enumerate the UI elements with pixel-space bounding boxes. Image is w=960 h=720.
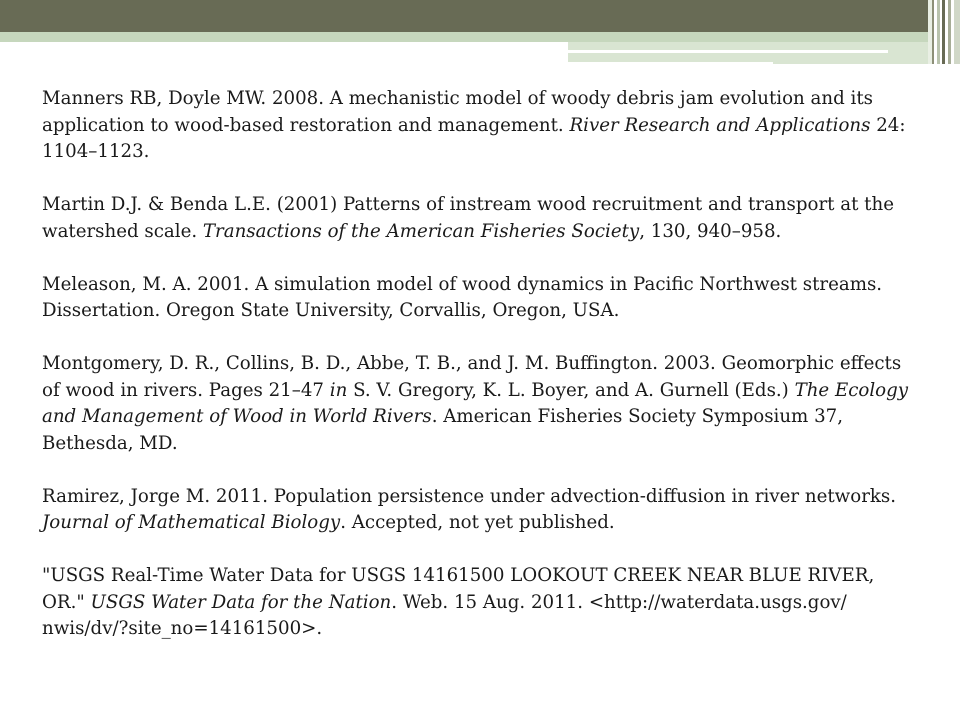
header-band-dark (0, 0, 928, 32)
reference-text: Ramirez, Jorge M. 2011. Population persistence under advection-diffusion in river networks. (42, 485, 897, 507)
reference-text: . Accepted, not yet published. (340, 512, 615, 533)
header-band-light (0, 32, 928, 42)
book-title: The Ecology and Management of Wood in World Rivers (42, 379, 909, 427)
reference-item (42, 351, 922, 457)
reference-text: S. V. Gregory, K. L. Boyer, and A. Gurnell (Eds.) (347, 379, 795, 401)
reference-item (42, 272, 922, 325)
header-accent-line (568, 50, 888, 53)
source-title: USGS Water Data for the Nation (90, 591, 392, 613)
reference-text: . Web. 15 Aug. 2011. <http://waterdata.usgs.gov/ nwis/dv/?site_no=14161500>. (42, 591, 847, 639)
reference-text: Martin D.J. & Benda L.E. (2001) Patterns of instream wood recruitment and transport at the watershed scale. (42, 194, 894, 242)
header-band-accent (568, 42, 928, 64)
italic-word: in (329, 379, 348, 401)
reference-text: 24: 1104–1123. (42, 114, 906, 162)
reference-text: Manners RB, Doyle MW. 2008. A mechanistic model of woody debris jam evolution and its application to wood-based restoration and management. (42, 88, 873, 136)
header-accent-line-short (568, 62, 773, 66)
reference-text: "USGS Real-Time Water Data for USGS 14161500 LOOKOUT CREEK NEAR BLUE RIVER, OR." (42, 565, 875, 613)
reference-text: . American Fisheries Society Symposium 37, Bethesda, MD. (42, 406, 844, 454)
reference-list (42, 86, 922, 669)
reference-text: Meleason, M. A. 2001. A simulation model of wood dynamics in Pacific Northwest streams. Dissertation. Oregon State University, Corvallis, Oregon, USA. (42, 273, 883, 321)
corner-stripes (928, 0, 960, 64)
reference-item (42, 192, 922, 245)
reference-text: , 130, 940–958. (639, 220, 782, 242)
reference-item (42, 86, 922, 166)
reference-item (42, 484, 922, 537)
reference-text: Montgomery, D. R., Collins, B. D., Abbe, T. B., and J. M. Buffington. 2003. Geomorphic effects of wood in rivers. Pages 21–47 (42, 353, 902, 401)
journal-title: River Research and Applications (569, 114, 871, 136)
reference-item (42, 563, 922, 643)
journal-title: Transactions of the American Fisheries Society (202, 220, 640, 242)
journal-title: Journal of Mathematical Biology (42, 512, 341, 533)
